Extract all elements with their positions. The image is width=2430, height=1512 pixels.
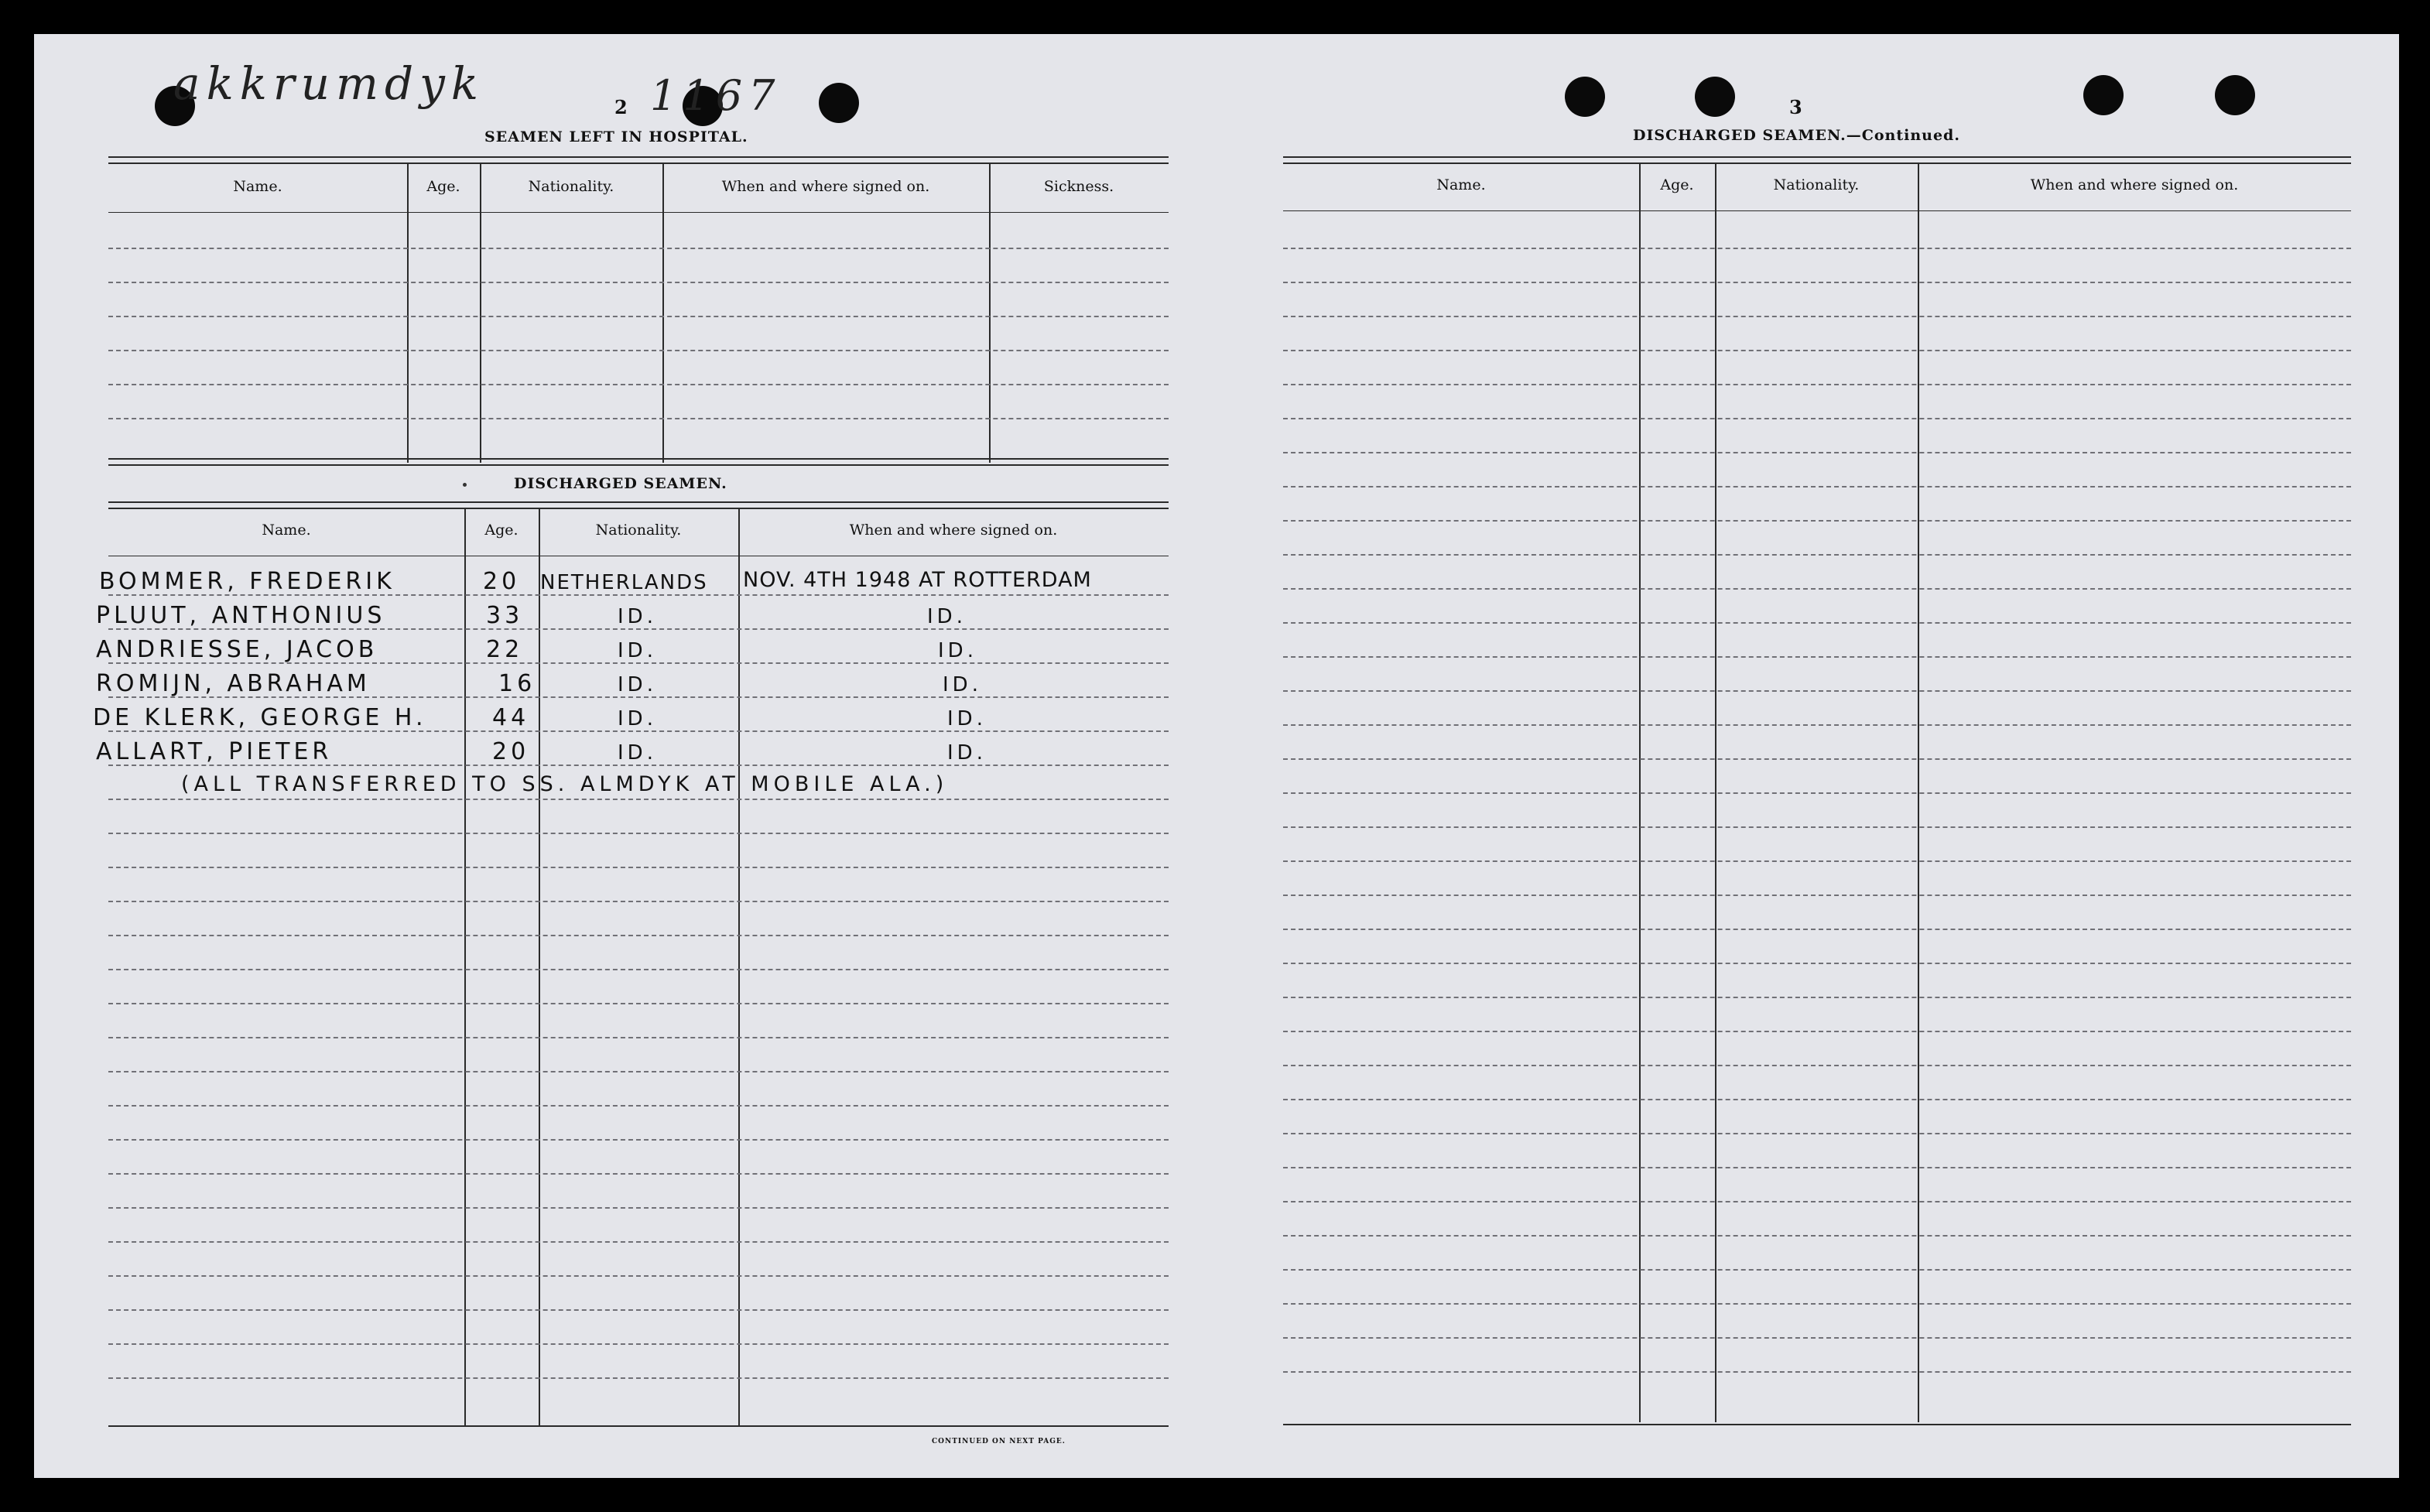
seaman-signed-on: ID. [943, 673, 982, 696]
punch-hole [819, 83, 859, 123]
punch-hole [1565, 77, 1605, 117]
hospital-col-sickness: Sickness. [1043, 178, 1114, 195]
discharged-col-nationality: Nationality. [595, 522, 682, 539]
seaman-nationality: ID. [618, 741, 657, 765]
seaman-name: ANDRIESSE, JACOB [96, 636, 378, 663]
continued-footer: CONTINUED ON NEXT PAGE. [932, 1438, 1066, 1445]
seaman-nationality: ID. [618, 673, 657, 696]
punch-hole [2083, 75, 2124, 115]
seaman-nationality: ID. [618, 605, 657, 628]
seaman-age: 22 [486, 636, 524, 663]
seaman-age: 33 [486, 602, 524, 629]
seaman-name: ROMIJN, ABRAHAM [96, 670, 371, 697]
punch-hole [1695, 77, 1735, 117]
seaman-signed-on: ID. [927, 605, 967, 628]
seaman-age: 16 [498, 670, 536, 697]
seaman-nationality: ID. [618, 707, 657, 730]
seaman-signed-on: ID. [947, 707, 987, 730]
discharged-section-title: DISCHARGED SEAMEN. [514, 475, 727, 492]
seaman-age: 44 [492, 704, 530, 731]
hospital-col-age: Age. [426, 178, 460, 195]
discharged-col-age: Age. [484, 522, 519, 539]
page-number-right: 3 [1789, 96, 1802, 118]
seaman-name: ALLART, PIETER [96, 738, 333, 765]
discharged-col-name: Name. [262, 522, 311, 539]
handwritten-vessel-name: akkrumdyk [173, 57, 484, 110]
hospital-col-signed-on: When and where signed on. [721, 178, 930, 195]
seaman-name: BOMMER, FREDERIK [99, 568, 395, 595]
document-sheet [34, 34, 2399, 1478]
seaman-signed-on: ID. [947, 741, 987, 765]
hospital-section-title: SEAMEN LEFT IN HOSPITAL. [484, 128, 748, 145]
seaman-nationality: NETHERLANDS [540, 571, 708, 594]
seaman-name: DE KLERK, GEORGE H. [93, 704, 427, 731]
discharged-col-signed-on: When and where signed on. [849, 522, 1058, 539]
right-col-name: Name. [1436, 176, 1486, 193]
punch-hole [2215, 75, 2255, 115]
seaman-signed-on: ID. [938, 639, 977, 662]
seaman-signed-on: NOV. 4TH 1948 AT ROTTERDAM [743, 568, 1092, 592]
handwritten-number: 1167 [650, 71, 782, 120]
seaman-age: 20 [483, 568, 521, 595]
hospital-col-nationality: Nationality. [528, 178, 614, 195]
page-number-left: 2 [614, 96, 628, 118]
right-col-nationality: Nationality. [1773, 176, 1860, 193]
seaman-nationality: ID. [618, 639, 657, 662]
right-col-signed-on: When and where signed on. [2030, 176, 2239, 193]
right-col-age: Age. [1660, 176, 1694, 193]
hospital-col-name: Name. [233, 178, 282, 195]
right-section-title: DISCHARGED SEAMEN.—Continued. [1633, 127, 1960, 144]
seaman-name: PLUUT, ANTHONIUS [96, 602, 386, 629]
transfer-note: (ALL TRANSFERRED TO SS. ALMDYK AT MOBILE ALA.) [181, 772, 949, 796]
seaman-age: 20 [492, 738, 530, 765]
